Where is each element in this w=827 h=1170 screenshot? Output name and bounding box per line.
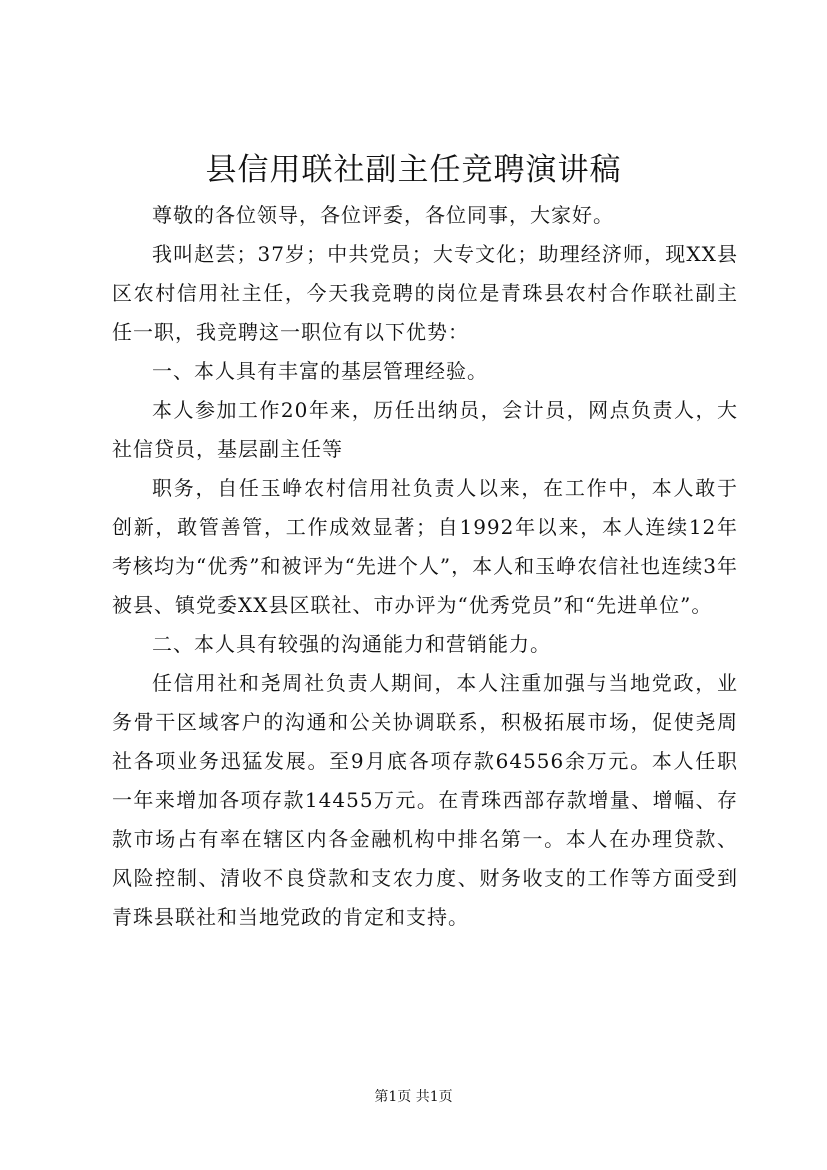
document-body bbox=[112, 196, 738, 937]
section-heading-1: 一、本人具有丰富的基层管理经验。 bbox=[152, 359, 488, 383]
section-heading-2: 二、本人具有较强的沟通能力和营销能力。 bbox=[152, 632, 551, 656]
experience-paragraph: 本人参加工作20年来，历任出纳员，会计员，网点负责人，大社信贷员，基层副主任等 bbox=[112, 398, 738, 461]
achievements-paragraph: 职务，自任玉峥农村信用社负责人以来，在工作中，本人敢于创新，敢管善管，工作成效显著；自1992年以来，本人连续12年考核均为“优秀”和被评为“先进个人”，本人和玉峥农信社也连续3年被县、镇党委XX县区联社、市办评为“优秀党员”和“先进单位”。 bbox=[112, 476, 738, 617]
page-number-footer: 第1页 共1页 bbox=[374, 1089, 453, 1105]
document-title: 县信用联社副主任竞聘演讲稿 bbox=[205, 152, 622, 188]
performance-paragraph: 任信用社和尧周社负责人期间，本人注重加强与当地党政，业务骨干区域客户的沟通和公关协调联系，积极拓展市场，促使尧周社各项业务迅猛发展。至9月底各项存款64556余万元。本人任职一年来增加各项存款14455万元。在青珠西部存款增量、增幅、存款市场占有率在辖区内各金融机构中排名第一。本人在办理贷款、风险控制、清收不良贷款和支农力度、财务收支的工作等方面受到青珠县联社和当地党政的肯定和支持。 bbox=[112, 671, 738, 929]
self-introduction-paragraph: 我叫赵芸；37岁；中共党员；大专文化；助理经济师，现XX县区农村信用社主任，今天我竞聘的岗位是青珠县农村合作联社副主任一职，我竞聘这一职位有以下优势： bbox=[112, 242, 738, 344]
greeting-paragraph: 尊敬的各位领导，各位评委，各位同事，大家好。 bbox=[152, 203, 614, 227]
